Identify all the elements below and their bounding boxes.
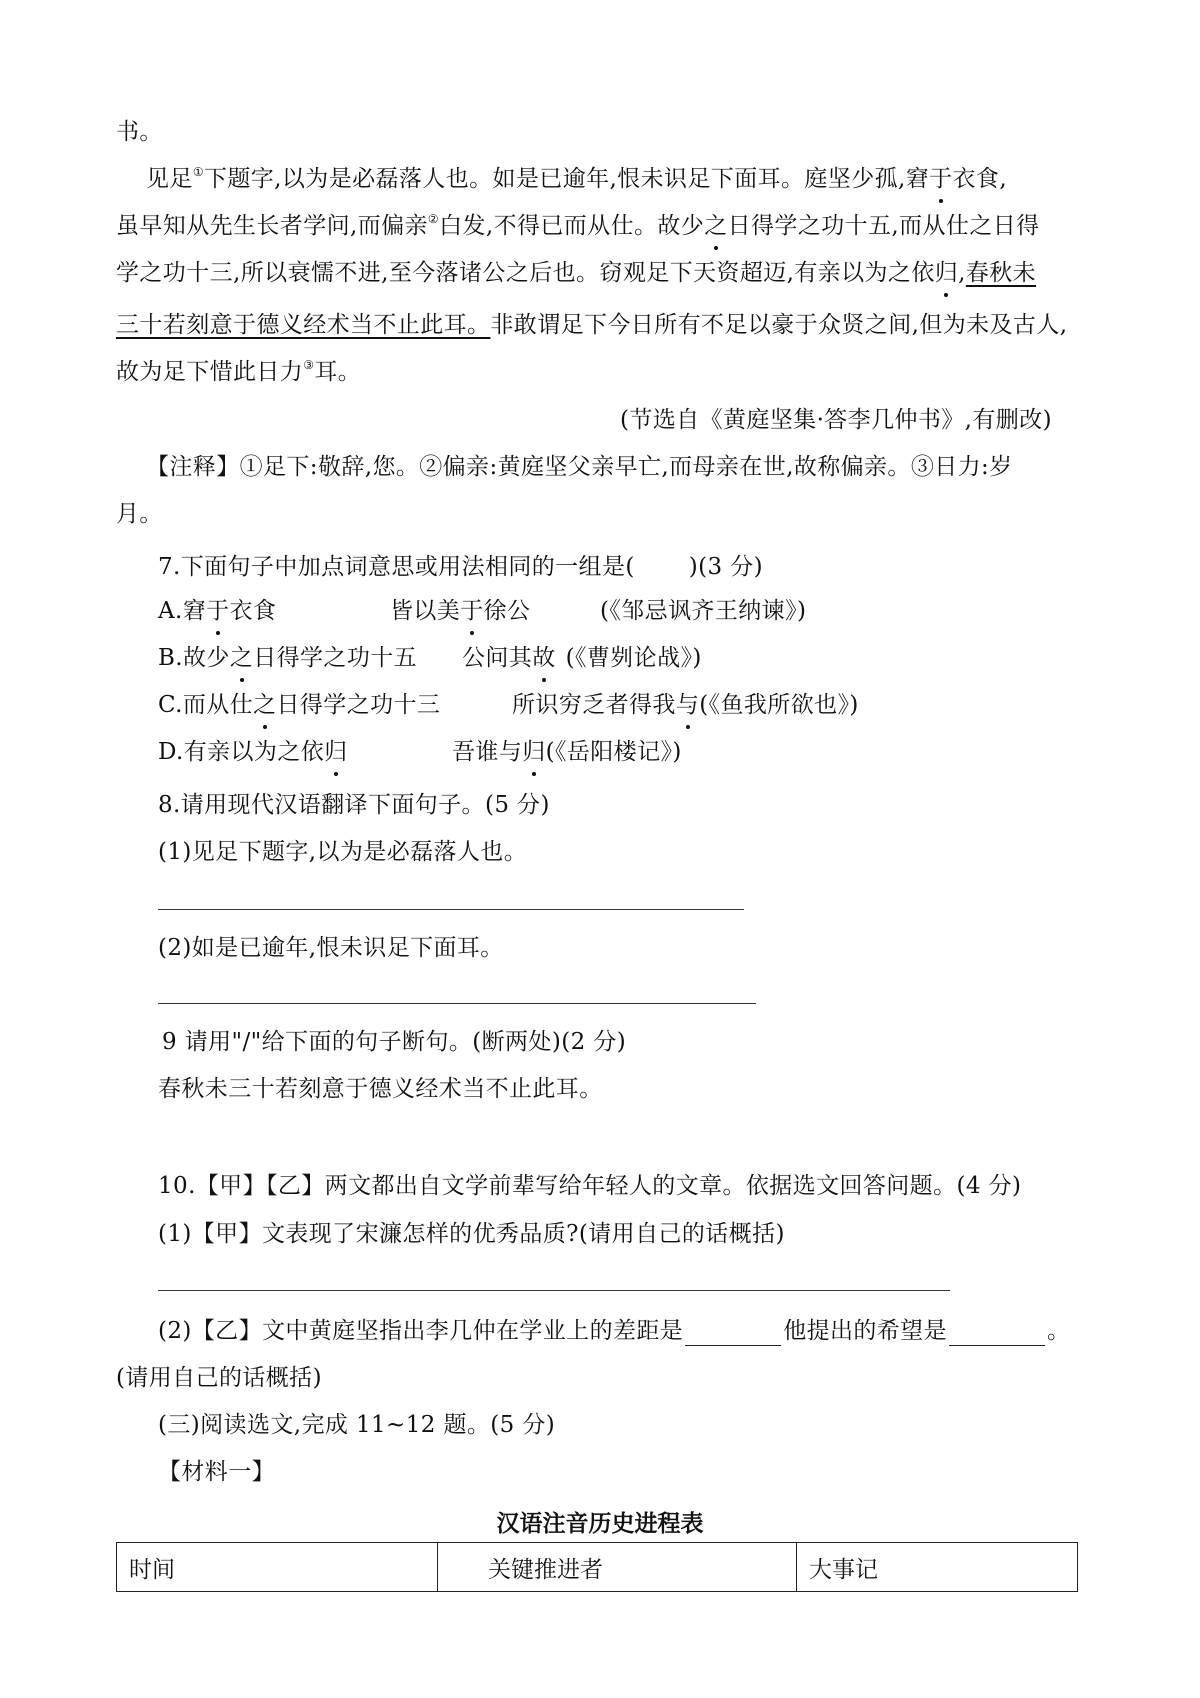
notes-line-1: 【注释】①足下:敬辞,您。②偏亲:黄庭坚父亲早亡,而母亲在世,故称偏亲。③日力:岁 xyxy=(146,454,1013,480)
q10-blank-gap[interactable] xyxy=(685,1323,781,1346)
passage-tail-fragment: 书。 xyxy=(116,119,163,145)
table-title: 汉语注音历史进程表 xyxy=(496,1510,704,1537)
underlined-sentence-start: 春秋未 xyxy=(965,260,1037,286)
q7-option-d[interactable]: D.有亲以为之依归 xyxy=(158,739,348,765)
q7-option-b-compare: 公问其故 (《曹刿论战》) xyxy=(462,645,702,671)
history-table xyxy=(116,1542,1078,1592)
q9-stem: 9 请用"/"给下面的句子断句。(断两处)(2 分) xyxy=(162,1029,627,1055)
q8-answer-line-1[interactable] xyxy=(158,909,744,910)
col-header-time: 时间 xyxy=(117,1543,438,1592)
note-marker-1: ① xyxy=(192,165,204,179)
note-marker-2: ② xyxy=(427,212,440,226)
q8-stem: 8.请用现代汉语翻译下面句子。(5 分) xyxy=(158,792,550,818)
note-marker-3: ③ xyxy=(303,358,315,372)
emphasis-dot-yu: 于 xyxy=(929,166,953,192)
q10-sub-2: (2)【乙】文中黄庭坚指出李几仲在学业上的差距是 他提出的希望是 。 xyxy=(158,1318,1071,1344)
q7-option-c-compare: 所识穷乏者得我与(《鱼我所欲也》) xyxy=(512,692,859,718)
q8-answer-line-2[interactable] xyxy=(158,1003,756,1004)
q7-option-c[interactable]: C.而从仕之日得学之功十三 xyxy=(158,692,441,718)
q9-sentence[interactable]: 春秋未三十若刻意于德义经术当不止此耳。 xyxy=(158,1076,603,1102)
table-header-row xyxy=(117,1543,1078,1592)
passage-line-5: 故为足下惜此日力③耳。 xyxy=(116,358,362,385)
q10-sub-2-note: (请用自己的话概括) xyxy=(116,1365,322,1391)
q7-stem: 7.下面句子中加点词意思或用法相同的一组是( )(3 分) xyxy=(158,554,763,580)
underlined-sentence-end: 三十若刻意于德义经术当不止此耳。 xyxy=(116,312,491,338)
passage-line-4: 三十若刻意于德义经术当不止此耳。非敢谓足下今日所有不足以豪于众贤之间,但为未及古人, xyxy=(116,312,1068,338)
q7-option-d-compare: 吾谁与归(《岳阳楼记》) xyxy=(452,739,682,765)
q10-answer-line-1[interactable] xyxy=(158,1290,950,1291)
q7-option-a-compare: 皆以美于徐公 xyxy=(390,598,531,624)
col-header-promoter: 关键推进者 xyxy=(438,1543,797,1592)
material-1-label: 【材料一】 xyxy=(158,1459,275,1485)
passage-line-3: 学之功十三,所以衰懦不进,至今落诸公之后也。窃观足下天资超迈,有亲以为之依归,春秋未 xyxy=(116,260,1037,286)
notes-line-2: 月。 xyxy=(116,501,163,527)
q7-option-b[interactable]: B.故少之日得学之功十五 xyxy=(158,645,418,671)
q10-blank-hope[interactable] xyxy=(949,1323,1045,1346)
emphasis-dot-gui: 归 xyxy=(934,260,959,286)
col-header-events: 大事记 xyxy=(797,1543,1078,1592)
q8-sentence-2: (2)如是已逾年,恨未识足下面耳。 xyxy=(158,935,504,961)
passage-source: (节选自《黄庭坚集·答李几仲书》,有删改) xyxy=(620,407,1052,433)
q8-sentence-1: (1)见足下题字,以为是必磊落人也。 xyxy=(158,839,528,865)
q7-option-a-source: (《邹忌讽齐王纳谏》) xyxy=(600,598,807,624)
emphasis-dot-zhi: 之 xyxy=(704,213,728,239)
passage-line-1: 见足①下题字,以为是必磊落人也。如是已逾年,恨未识足下面耳。庭坚少孤,窘于衣食, xyxy=(146,165,1008,192)
q7-option-a[interactable]: A.窘于衣食 xyxy=(158,598,277,624)
passage-line-2: 虽早知从先生长者学问,而偏亲②白发,不得已而从仕。故少之日得学之功十五,而从仕之日得 xyxy=(116,212,1040,239)
q10-sub-1: (1)【甲】文表现了宋濂怎样的优秀品质?(请用自己的话概括) xyxy=(158,1221,785,1247)
section-3-heading: (三)阅读选文,完成 11~12 题。(5 分) xyxy=(158,1412,556,1438)
q10-stem: 10.【甲】【乙】两文都出自文学前辈写给年轻人的文章。依据选文回答问题。(4 分) xyxy=(158,1173,1022,1199)
